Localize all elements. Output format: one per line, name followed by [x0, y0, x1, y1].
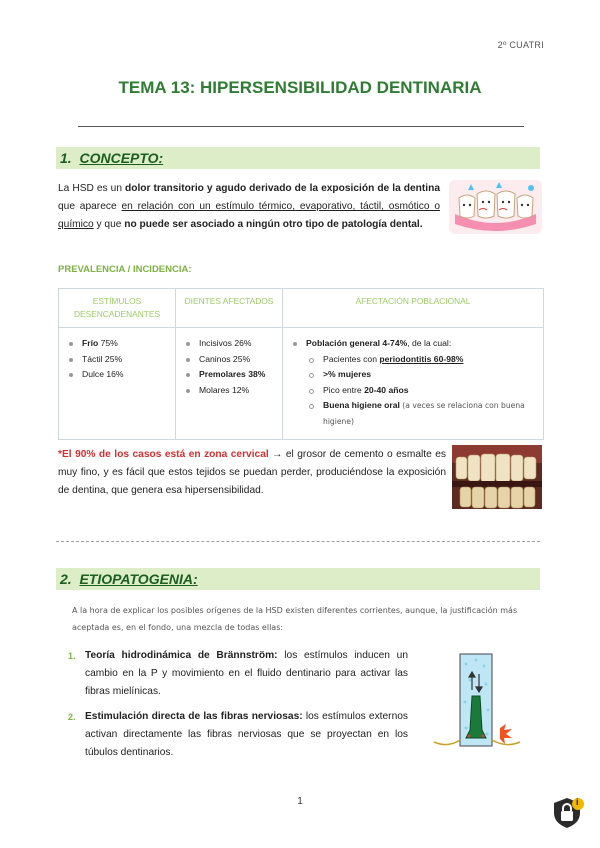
page-title: TEMA 13: HIPERSENSIBILIDAD DENTINARIA: [118, 78, 482, 97]
text-run: Pacientes con: [323, 353, 380, 364]
item-text: [85, 647, 408, 701]
section-name: ETIOPATOGENIA:: [79, 571, 198, 587]
text-run: Dulce 16%: [82, 369, 124, 379]
column-header: DIENTES AFECTADOS: [176, 289, 283, 328]
theory-item-1: [68, 647, 408, 701]
text-run: Táctil 25%: [82, 353, 123, 364]
section-title: [56, 571, 198, 587]
bold-text: Estimulación directa de las fibras nerviosas:: [85, 711, 303, 722]
list-item: Premolares 38%: [182, 367, 276, 383]
cervical-paragraph: [58, 446, 446, 500]
table-header-row: [59, 289, 544, 328]
text-run: Pico entre: [323, 384, 365, 395]
text-run: los estímulos externos activan directamente las fibras nerviosas que se proyectan en los túbulos dentinarios.: [85, 711, 408, 758]
title-divider: [78, 126, 524, 127]
prevalence-table: [58, 288, 544, 440]
text-run: 75%: [98, 338, 118, 348]
section-header-concepto: [56, 147, 540, 169]
list-item: [65, 336, 169, 352]
concept-paragraph: [58, 180, 440, 234]
section-divider: [56, 541, 540, 542]
text-run: y que: [93, 219, 125, 230]
list-item: [289, 336, 537, 352]
bold-text: 20-40 años: [364, 384, 409, 395]
course-label: 2º CUATRI: [497, 40, 544, 50]
page-number: 1: [297, 796, 303, 807]
list-subitem: [289, 398, 537, 429]
text-run: los estímulos inducen un cambio en la P y movimiento en el fluido dentinario para activar las fibras mielínicas.: [85, 650, 408, 697]
table-row: [59, 328, 544, 440]
text-run: , de la cual:: [407, 338, 452, 348]
underlined-text: en relación con un estímulo térmico, evaporativo, táctil, osmótico o químico: [58, 201, 440, 230]
column-header: AFECTACIÓN POBLACIONAL: [283, 289, 544, 328]
teeth-cell: [176, 328, 283, 440]
item-text: [85, 708, 408, 762]
bold-text: periodontitis 60-98%: [379, 353, 464, 364]
item-number: 2.: [68, 712, 76, 722]
dentinal-tubule-diagram: [432, 650, 522, 750]
cervical-exposure-photo: [452, 445, 542, 509]
text-run: La HSD es un: [58, 183, 126, 194]
lock-badge[interactable]: [552, 796, 586, 830]
list-subitem: [289, 383, 537, 399]
bold-text: Teoría hidrodinámica de Brännström:: [85, 650, 278, 661]
item-number: 1.: [68, 651, 76, 661]
list-item: [65, 352, 169, 368]
stimuli-cell: [59, 328, 176, 440]
handwritten-note: (a veces se relaciona con buena higiene): [323, 401, 525, 426]
text-run: → el grosor de cemento o esmalte es muy fino, y es fácil que estos tejidos se puedan perder, produciéndose la exposición de dentina, que genera esa hipersensibilidad.: [58, 449, 447, 496]
sensitive-teeth-illustration: [449, 180, 542, 234]
bold-text: dolor transitorio y agudo derivado de la exposición de la dentina: [125, 183, 440, 194]
list-item: [65, 367, 169, 383]
bold-text: Población general 4-74%: [306, 338, 408, 348]
info-icon: i: [576, 797, 579, 807]
prevalence-heading: PREVALENCIA / INCIDENCIA:: [58, 264, 192, 275]
bold-text: Frío: [82, 338, 99, 348]
list-subitem: >% mujeres: [289, 367, 537, 383]
population-cell: [283, 328, 544, 440]
column-header: ESTÍMULOS DESENCADENANTES: [59, 289, 176, 328]
alert-text: *El 90% de los casos está en zona cervical: [58, 449, 269, 460]
etiopathogenesis-intro: A la hora de explicar los posibles orígenes de la HSD existen diferentes corrientes, aunque, la justificación más aceptada es, en el fondo, una mezcla de todas ellas:: [72, 606, 518, 632]
section-title: [56, 150, 163, 166]
list-subitem: [289, 352, 537, 368]
list-item: Molares 12%: [182, 383, 276, 399]
section-number: 1.: [60, 150, 72, 166]
list-item: Incisivos 26%: [182, 336, 276, 352]
bold-text: Buena higiene oral: [323, 400, 400, 410]
section-number: 2.: [60, 571, 72, 587]
text-run: que aparece: [58, 201, 122, 212]
bold-text: no puede ser asociado a ningún otro tipo de patología dental.: [124, 219, 423, 230]
section-header-etiopatogenia: [56, 568, 540, 590]
section-name: CONCEPTO:: [79, 150, 164, 166]
theory-item-2: [68, 708, 408, 762]
list-item: Caninos 25%: [182, 352, 276, 368]
